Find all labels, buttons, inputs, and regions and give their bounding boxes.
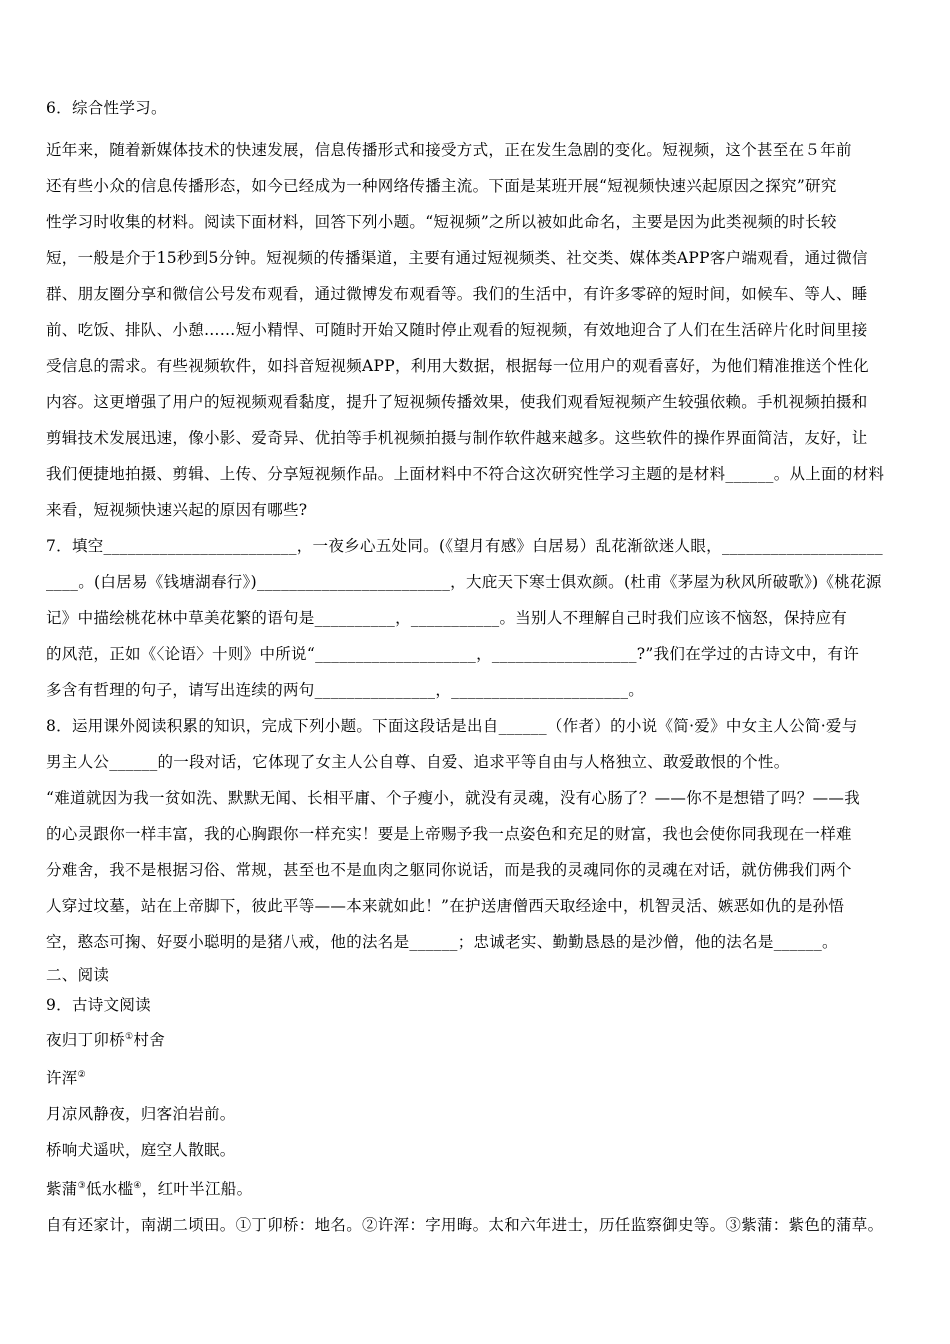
q8-quote-line: 人穿过坟墓，站在上帝脚下，彼此平等——本来就如此！”在护送唐僧西天取经途中，机智灵活、嫉恶如仇的是孙悟 xyxy=(46,897,845,915)
q6-line: 受信息的需求。有些视频软件，如抖音短视频APP，利用大数据，根据每一位用户的观看喜好，为他们精准推送个性化 xyxy=(46,357,869,375)
q6-line: 剪辑技术发展迅速，像小影、爱奇异、优拍等手机视频拍摄与制作软件越来越多。这些软件的操作界面简洁，友好，让 xyxy=(46,429,868,447)
q7-line: 7．填空________________________，一夜乡心五处同。(《望月有感》白居易）乱花渐欲迷人眼，____________________ xyxy=(46,537,883,555)
poem-title xyxy=(46,1020,906,1057)
question-7-body xyxy=(46,528,906,708)
poem-notes-line: 自有还家计，南湖二顷田。①丁卯桥：地名。②许浑：字用晦。太和六年进士，历任监察御史等。③紫蒲：紫色的蒲草。 xyxy=(46,1216,884,1235)
poem-author-text: 许浑 xyxy=(46,1069,78,1088)
poem-verse xyxy=(46,1168,906,1207)
q7-line: ____。(白居易《钱塘湖春行》)________________________，大庇天下寒士俱欢颜。(杜甫《茅屋为秋风所破歌》)《桃花源 xyxy=(46,573,882,591)
footnote-marker: ④ xyxy=(133,1181,142,1192)
q8-line: 男主人公______的一段对话，它体现了女主人公自尊、自爱、追求平等自由与人格独立、敢爱敢恨的个性。 xyxy=(46,753,790,771)
poem-verse: 月凉风静夜，归客泊岩前。 xyxy=(46,1105,236,1124)
q6-line: 来看，短视频快速兴起的原因有哪些? xyxy=(46,501,308,519)
footnote-marker: ② xyxy=(77,1070,86,1081)
section-heading: 二、阅读 xyxy=(46,966,110,984)
q6-line: 群、朋友圈分享和微信公号发布观看，通过微博发布观看等。我们的生活中，有许多零碎的短时间，如候车、等人、睡 xyxy=(46,285,868,303)
q6-line: 性学习时收集的材料。阅读下面材料，回答下列小题。“短视频”之所以被如此命名，主要是因为此类视频的时长较 xyxy=(46,213,837,231)
footnote-marker: ③ xyxy=(77,1181,86,1192)
poem-verse: 桥响犬遥吠，庭空人散眠。 xyxy=(46,1141,236,1160)
q6-line: 近年来，随着新媒体技术的快速发展，信息传播形式和接受方式，正在发生急剧的变化。短视频，这个甚至在５年前 xyxy=(46,141,852,159)
q7-line: 的风范，正如《〈论语〉十则》中所说“____________________，__________________?”我们在学过的古诗文中，有许 xyxy=(46,645,860,663)
q7-line: 多含有哲理的句子，请写出连续的两句_______________，______________________。 xyxy=(46,681,645,699)
q8-quote-line: 分难舍，我不是根据习俗、常规，甚至也不是血肉之躯同你说话，而是我的灵魂同你的灵魂在对话，就仿佛我们两个 xyxy=(46,861,852,879)
document-page xyxy=(46,96,906,1243)
q8-quote-line: 的心灵跟你一样丰富，我的心胸跟你一样充实！要是上帝赐予我一点姿色和充足的财富，我也会使你同我现在一样难 xyxy=(46,825,852,843)
q6-line: 还有些小众的信息传播形态，如今已经成为一种网络传播主流。下面是某班开展“短视频快速兴起原因之探究”研究 xyxy=(46,177,837,195)
verse-part: ，红叶半江船。 xyxy=(141,1180,253,1199)
verse-part: 紫蒲 xyxy=(46,1180,78,1199)
poem-title-tail: 村舍 xyxy=(133,1031,165,1050)
q6-line: 内容。这更增强了用户的短视频观看黏度，提升了短视频传播效果，使我们观看短视频产生较强依赖。手机视频拍摄和 xyxy=(46,393,868,411)
question-6-body xyxy=(46,132,906,528)
q8-line: 8．运用课外阅读积累的知识，完成下列小题。下面这段话是出自______（作者）的小说《简·爱》中女主人公简·爱与 xyxy=(46,717,858,735)
q8-quote-line: 空，憨态可掬、好耍小聪明的是猪八戒，他的法名是______；忠诚老实、勤勤恳恳的是沙僧，他的法名是______。 xyxy=(46,933,838,951)
poem-title-text: 夜归丁卯桥 xyxy=(46,1031,126,1050)
question-6-heading: 6．综合性学习。 xyxy=(46,99,167,117)
q6-line: 我们便捷地拍摄、剪辑、上传、分享短视频作品。上面材料中不符合这次研究性学习主题的是材料______。从上面的材料 xyxy=(46,465,885,483)
poem-author xyxy=(46,1057,906,1096)
q7-line: 记》中描绘桃花林中草美花繁的语句是__________，___________。当别人不理解自己时我们应该不恼怒，保持应有 xyxy=(46,609,848,627)
q6-line: 短，一般是介于15秒到5分钟。短视频的传播渠道，主要有通过短视频类、社交类、媒体类APP客户端观看，通过微信 xyxy=(46,249,868,267)
q6-line: 前、吃饭、排队、小憩……短小精悍、可随时开始又随时停止观看的短视频，有效地迎合了人们在生活碎片化时间里接 xyxy=(46,321,868,339)
question-8-body xyxy=(46,708,906,960)
verse-part: 低水槛 xyxy=(85,1180,134,1199)
q8-quote-line: “难道就因为我一贫如洗、默默无闻、长相平庸、个子瘦小，就没有灵魂，没有心肠了？——你不是想错了吗？——我 xyxy=(46,789,861,807)
question-9-heading: 9．古诗文阅读 xyxy=(46,996,151,1014)
footnote-marker: ① xyxy=(125,1032,134,1042)
